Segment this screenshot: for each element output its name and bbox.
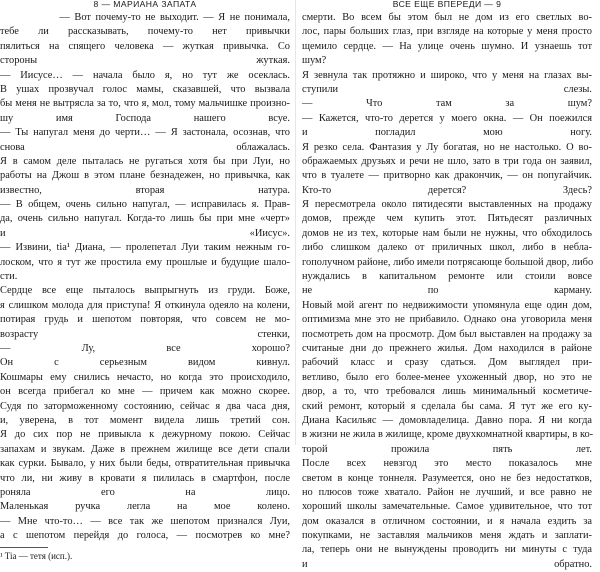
text-line: сти. [0, 271, 18, 283]
right-page [302, 0, 594, 570]
text-line: — Лу, все хорошо? [0, 342, 290, 354]
text-line: Сердце все еще пыталось выпрыгнуть из груди. Боже, [0, 285, 290, 297]
text-line: не по карману. [302, 285, 592, 297]
text-line: Диана Касильяс — домовладелица. Давно пора. Я ни когда [302, 414, 592, 426]
text-line: — Иисусе… — начала было я, но тут же осеклась. [0, 69, 290, 81]
footnote-rule [0, 547, 48, 548]
text-line: — Ты напугал меня до черти… — Я застонала, осознав, что [0, 127, 290, 139]
text-line: запахам и звукам. Даже в прежнем жилище все дети спали [0, 443, 290, 455]
text-line: да, очень сильно напугал. Когда-то лишь бы при мне «черт» [0, 213, 290, 225]
text-line: домов не из тех, которые нам были не нужны, что обходилось [302, 227, 592, 239]
text-line: но плюсов тоже хватало. Район не лучший, и все равно не [302, 486, 592, 498]
text-line: Он с серьезным видом кивнул. [0, 357, 290, 369]
text-line: ский ремонт, который я сделала бы сама. Я тут же его ку- [302, 400, 592, 412]
text-line: смерти. Во всем бы этом был не дом из его светлых во- [302, 12, 592, 23]
text-line: покупками, не заставляя мальчиков меня ждать и заплати- [302, 530, 592, 542]
text-line: тебе ли рассказывать, почему-то нет привычки [0, 26, 290, 38]
text-line: ображаемых друзьях и речи не шло, зато в три года он заявил, [302, 155, 592, 167]
text-line: лоском, что я тут же простила ему прошлые и будущие шало- [0, 256, 290, 268]
text-line: — Вот почему-то не выходит. — Я не понимала, [0, 12, 290, 23]
text-line: снова облажалась. [0, 141, 290, 153]
text-line: рабочий класс и сразу сдаться. Дом выглядел при- [302, 357, 592, 369]
text-line: он всегда прибегал ко мне — причем как можно скорее. [0, 386, 290, 398]
text-line: Кошмары ему снились нечасто, но когда это происходило, [0, 371, 290, 383]
left-running-header: 8 — МАРИАНА ЗАПАТА [93, 0, 197, 9]
text-line: возрасту стенки, [0, 328, 290, 340]
text-line: щемило сердце. — На улице очень шумно. И узнаешь тот [302, 40, 592, 52]
text-line: Я в самом деле пыталась не ругаться хотя бы при Луи, но [0, 155, 290, 167]
text-line: В ушах прозвучал голос мамы, сказавшей, что вызвала [0, 83, 290, 95]
text-line: оптимизма мне это не прибавило. Однако она уговорила меня [302, 314, 592, 326]
text-line: После всех невзгод это место показалось мне [302, 458, 592, 470]
text-line: роняла его на лицо. [0, 486, 290, 498]
text-line: считаные дни до прежнего жилья. Дом находился в районе [302, 342, 592, 354]
text-line: известно, вторая натура. [0, 184, 290, 196]
text-line: ступили слезы. [302, 83, 592, 95]
text-line: Я пересмотрела около пятидесяти выставленных на продажу [302, 199, 592, 211]
text-line: — Извини, tia¹ Диана, — пролепетал Луи таким нежным го- [0, 242, 290, 254]
text-line: в жизни не жила в жилище, кроме двухкомнатной квартиры, в ко- [302, 429, 594, 441]
left-page [0, 0, 290, 562]
text-line: лос, пары больших глаз, при взгляде на которые у меня просто [302, 26, 592, 38]
text-line: стороны жуткая. [0, 55, 290, 67]
text-line: Судя по заторможенному состоянию, сейчас я два часа дня, [0, 400, 290, 412]
text-line: хороший школы замечательные. Самое удивительное, что тот [302, 501, 592, 513]
text-line: а с шепотом перейдя до голоса, — посмотрев ко мне? [0, 530, 290, 542]
text-line: и обратно. [302, 558, 592, 570]
text-line: Я до сих пор не привыкла к дежурному покою. Сейчас [0, 429, 290, 441]
text-line: работы на Джош в этом плане безнадежен, но привычка, как [0, 170, 290, 182]
text-line: потирая грудь и шепотом повторяя, что совсем не мо- [0, 314, 290, 326]
text-line: что в туалете — притворно как дракончик, — он попугайчик. [302, 170, 592, 182]
text-line: ветливо, было его более-менее ухоженный двор, но это не [302, 371, 592, 383]
text-line: — Что там за шум? [302, 98, 592, 110]
text-line: торой прожила пять лет. [302, 443, 592, 455]
left-page-text [0, 11, 290, 543]
text-line: двор, а то, что требовался лишь минимальный косметиче- [302, 386, 592, 398]
text-line: шу имя Господа нашего всуе. [0, 112, 290, 124]
text-line: Маленькая ручка легла на мое колено. [0, 501, 290, 513]
right-page-text [302, 11, 592, 572]
text-line: дом оказался в отличном состоянии, и я начала ездить за [302, 515, 592, 527]
text-line: пялиться на спящего человека — жуткая привычка. Со [0, 40, 290, 52]
text-line: нуждались в капитальном ремонте или стоили вовсе [302, 271, 592, 283]
text-line: — Мне что-то… — все так же шепотом признался Луи, [0, 515, 290, 527]
text-line: — Кажется, что-то дерется у моего окна. — Он поежился [302, 112, 592, 124]
text-line: светом в конце тоннеля. Разумеется, оно не без недостатков, [302, 472, 592, 484]
text-line: бы меня не вытрясла за то, что я, мол, тому мальчишке произно- [0, 98, 290, 110]
text-line: я слишком молода для приступа! Я откинула одеяло на колени, [0, 299, 290, 311]
text-line: — В общем, очень сильно напугал, — исправилась я. Прав- [0, 199, 290, 211]
text-line: что ли, ни живу в кровати я пилилась в смартфон, после [0, 472, 290, 484]
text-line: и «Иисус». [0, 227, 290, 239]
text-line: и, уверена, в тот момент видела лишь третий сон. [0, 414, 290, 426]
book-gutter [295, 0, 296, 445]
text-line: как сурки. Бывало, у них были беды, отвратительная привычка [0, 458, 290, 470]
text-line: Новый мой агент по недвижимости упомянула еще один дом, [302, 299, 592, 311]
text-line: Я резко села. Фантазия у Лу богатая, но не настолько. О во- [302, 141, 592, 153]
footnote: ¹ Tia — тетя (исп.). [0, 551, 73, 562]
text-line: Кто-то дерется? Здесь? [302, 184, 592, 196]
text-line: шум? [302, 55, 327, 67]
text-line: посмотреть дом на просмотр. Дом был выставлен на продажу за [302, 328, 592, 340]
text-line: ла, теперь они не вынуждены проводить ни минуты с туда [302, 544, 592, 556]
text-line: Я зевнула так протяжно и широко, что у меня на глазах вы- [302, 69, 592, 81]
text-line: и погладил мою ногу. [302, 127, 592, 139]
text-line: гополучном районе, либо имели потрясающе большой двор, либо [302, 256, 594, 268]
text-line: домов, прежде чем купить этот. Пятьдесят различных [302, 213, 592, 225]
text-line: либо слишком далеко от приличных школ, либо в небла- [302, 242, 592, 254]
right-running-header: ВСЕ ЕЩЕ ВПЕРЕДИ — 9 [392, 0, 502, 9]
